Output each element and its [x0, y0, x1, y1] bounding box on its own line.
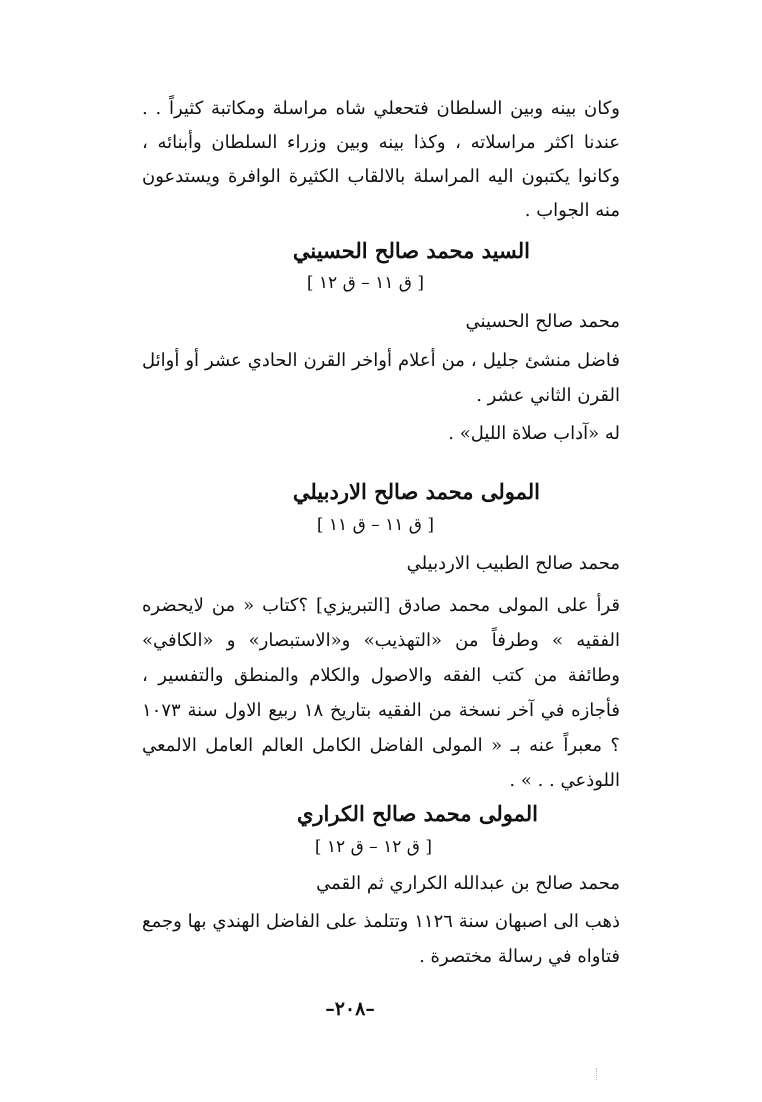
entry-heading: السيد محمد صالح الحسيني: [292, 238, 530, 263]
entry-heading: المولى محمد صالح الكراري: [296, 801, 538, 826]
entry-description: ذهب الى اصبهان سنة ١١٢٦ وتتلمذ على الفاضل الهندي بها وجمع فتاواه في رسالة مختصرة .: [142, 911, 620, 967]
entry-description: قرأ على المولى محمد صادق [التبريزي] ؟كتاب « من لايحضره الفقيه » وطرفاً من «التهذيب» و«الاستبصار» و «الكافي» وطائفة من كتب الفقه والاصول والكلام والمنطق والتفسير ، فأجازه في آخر نسخة من الفقيه بتاريخ ١٨ ربيع الاول سنة ١٠٧٣ ؟ معبراً عنه بـ « المولى الفاضل الكامل العالم العامل الالمعي اللوذعي . . » .: [142, 595, 620, 791]
entry-description: فاضل منشئ جليل ، من أعلام أواخر القرن الحادي عشر أو أوائل القرن الثاني عشر .: [142, 350, 620, 406]
entry-dates: [ ق ١١ – ق ١١ ]: [316, 515, 434, 535]
entry-full-name: محمد صالح بن عبدالله الكراري ثم القمي: [316, 873, 620, 894]
intro-paragraph: وكان بينه وبين السلطان فتحعلي شاه مراسلة ومكاتبة كثيراً . . عندنا اكثر مراسلاته ، وكذا بينه وبين وزراء السلطان وأبنائه ، وكانوا يكتبون اليه المراسلة بالالقاب الكثيرة الوافرة ويستدعون منه الجواب .: [142, 98, 620, 221]
page-number: –٢٠٨–: [325, 998, 375, 1020]
entry-dates: [ ق ١٢ – ق ١٢ ]: [314, 837, 432, 857]
entry-full-name: محمد صالح الحسيني: [465, 311, 620, 332]
scan-mark: [596, 1068, 601, 1080]
entry-full-name: محمد صالح الطبيب الاردبيلي: [406, 553, 620, 574]
entry-extra: له «آداب صلاة الليل» .: [448, 423, 620, 444]
entry-dates: [ ق ١١ – ق ١٢ ]: [306, 273, 424, 293]
entry-heading: المولى محمد صالح الاردبيلي: [292, 479, 540, 504]
